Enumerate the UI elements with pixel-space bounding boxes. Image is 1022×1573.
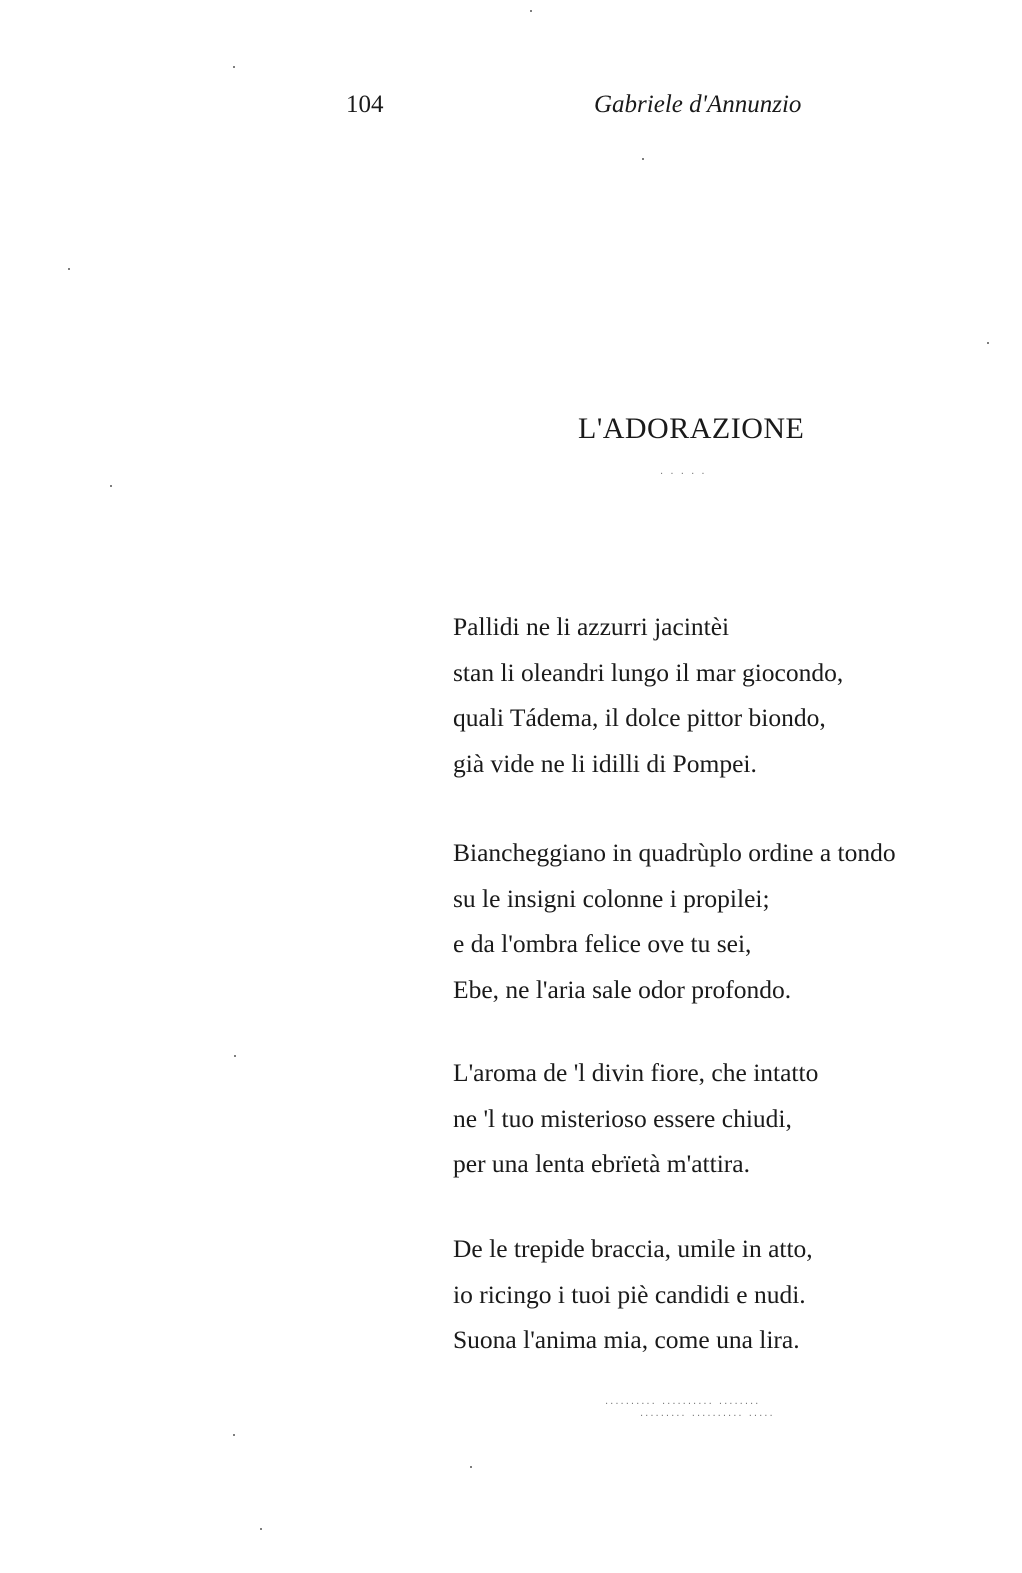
stanza <box>453 604 843 786</box>
scan-dots: · · · · · <box>660 469 707 480</box>
poem-title: L'ADORAZIONE <box>578 412 805 445</box>
scan-speck <box>260 1528 262 1530</box>
scan-speck <box>234 1055 236 1057</box>
poem-line: per una lenta ebrïetà m'attira. <box>453 1149 750 1178</box>
poem-line: e da l'ombra felice ove tu sei, <box>453 929 752 958</box>
scan-dots: ········· ·········· ····· <box>640 1411 775 1422</box>
scan-speck <box>68 268 70 270</box>
scan-speck <box>110 485 112 487</box>
poem-line: quali Tádema, il dolce pittor biondo, <box>453 703 826 732</box>
scan-speck <box>987 342 989 344</box>
stanza <box>453 1226 813 1363</box>
poem-line: ne 'l tuo misterioso essere chiudi, <box>453 1103 792 1133</box>
poem-line: su le insigni colonne i propilei; <box>453 883 770 913</box>
poem-line: Biancheggiano in quadrùplo ordine a tondo <box>453 838 896 867</box>
stanza <box>453 1050 818 1187</box>
scan-speck <box>642 158 644 160</box>
running-head: Gabriele d'Annunzio <box>594 91 802 118</box>
poem-line: De le trepide braccia, umile in atto, <box>453 1234 813 1263</box>
scan-speck <box>530 10 532 12</box>
scan-speck <box>233 1434 235 1436</box>
poem-line: io ricingo i tuoi piè candidi e nudi. <box>453 1279 806 1309</box>
poem-line: L'aroma de 'l divin fiore, che intatto <box>453 1058 819 1087</box>
scan-dots: ·········· ·········· ········ <box>605 1399 761 1410</box>
poem-line: Ebe, ne l'aria sale odor profondo. <box>453 974 792 1004</box>
poem-line: Pallidi ne li azzurri jacintèi <box>453 612 730 641</box>
scan-speck <box>470 1466 472 1468</box>
page-number: 104 <box>346 91 384 118</box>
stanza <box>453 830 896 1012</box>
poem-line: già vide ne li idilli di Pompei. <box>453 748 757 778</box>
poem-line: stan li oleandri lungo il mar giocondo, <box>453 657 844 687</box>
poem-line: Suona l'anima mia, come una lira. <box>453 1325 800 1354</box>
scan-speck <box>233 66 235 68</box>
